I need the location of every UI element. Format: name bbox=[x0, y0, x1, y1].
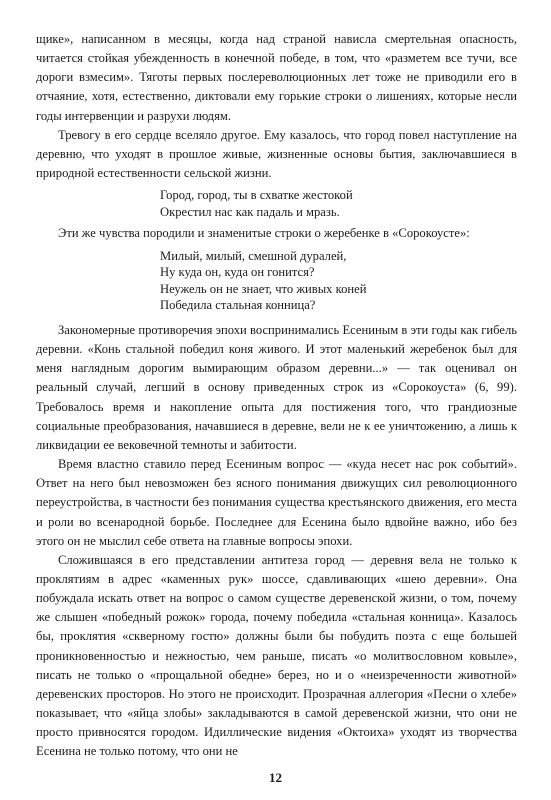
paragraph-3: Эти же чувства породили и знаменитые строки о жеребенке в «Сорокоусте»: bbox=[58, 226, 470, 241]
verse-quote-1 bbox=[160, 187, 517, 220]
paragraph-4: Закономерные противоречия эпохи воспринимались Есениным в эти годы как гибель деревни. «Конь стальной победил коня живого. И этот маленький жеребенок был для меня наглядным дорогим вымирающим образом деревни...» — так оценивал он реальный случай, легший в основу приведенных строк из «Сорокоуста» (6, 99). Требовалось время и накопление опыта для постижения того, что грандиозные социальные преобразования, начавшиеся в деревне, вели не к ее уничтожению, а лишь к ликвидации ее вековечной темноты и забитости. bbox=[36, 322, 517, 452]
verse-line: Неужель он не знает, что живых коней bbox=[160, 281, 367, 296]
verse-line: Окрестил нас как падаль и мразь. bbox=[160, 204, 340, 219]
paragraph-6: Сложившаяся в его представлении антитеза город — деревня вела не только к проклятиям в адрес «каменных рук» шоссе, сдавливающих «шею деревни». Она побуждала искать ответ на вопрос о самом существе деревенской жизни, о том, почему же слышен «победный рожок» города, почему победила «стальная конница». Казалось бы, проклятия «скверному гостю» должны были бы побудить поэта с еще большей проникновенностью и нежностью, чем раньше, писать «о молитвословном ковыле», писать не только о «прощальной обедне» берез, но и о «неизреченности животной» деревенских просторов. Но этого не происходит. Прозрачная аллегория «Песни о хлебе» показывает, что «яйца злобы» закладываются в самой деревенской жизни, что они не просто привносятся городом. Идиллические видения «Октоиха» уходят из творчества Есенина не только потому, что они не bbox=[36, 552, 517, 759]
paragraph-1: щике», написанном в месяцы, когда над страной нависла смертельная опасность, читается стойкая убежденность в конечной победе, в том, что «разметем все тучи, все дороги взмесим». Тяготы первых послереволюционных лет тоже не приводили его в отчаяние, хотя, естественно, диктовали ему горькие строки о лишениях, которые несли годы интервенции и разрухи людям. bbox=[36, 32, 517, 123]
paragraph-2: Тревогу в его сердце вселяло другое. Ему казалось, что город повел наступление на деревню, что уходят в прошлое живые, жизненные основы бытия, заключавшиеся в природной естественности сельской жизни. bbox=[36, 127, 517, 181]
verse-line: Победила стальная конница? bbox=[160, 298, 316, 313]
page-number: 12 bbox=[269, 770, 282, 785]
verse-line: Ну куда он, куда он гонится? bbox=[160, 265, 315, 280]
verse-line: Город, город, ты в схватке жестокой bbox=[160, 188, 353, 203]
verse-line: Милый, милый, смешной дуралей, bbox=[160, 248, 347, 263]
verse-quote-2 bbox=[160, 248, 517, 314]
paragraph-5: Время властно ставило перед Есениным вопрос — «куда несет нас рок событий». Ответ на него был невозможен без ясного понимания движущих сил революционного переустройства, в частности без понимания существа крестьянского движения, его места и роли во всенародной борьбе. Последнее для Есенина было вдвойне важно, ибо без этого он не мыслил себе ответа на главные вопросы эпохи. bbox=[36, 457, 517, 548]
